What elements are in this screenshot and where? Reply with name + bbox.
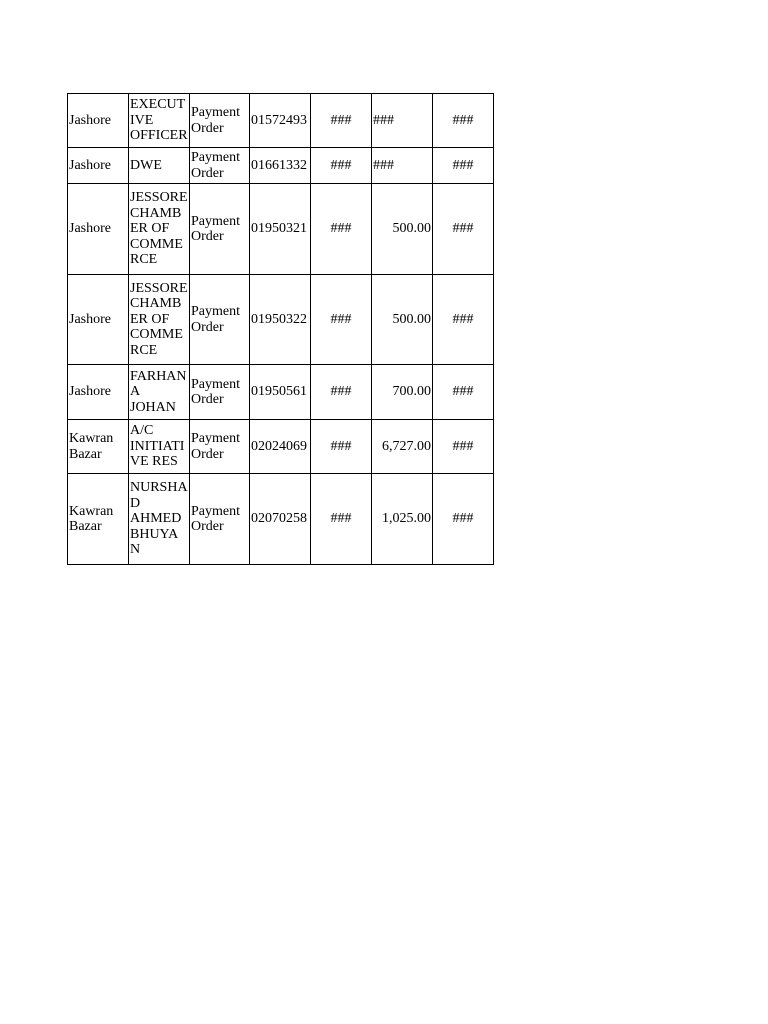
name-cell[interactable]: FARHAN A JOHAN: [129, 365, 190, 420]
name-cell[interactable]: JESSORE CHAMB ER OF COMME RCE: [129, 275, 190, 365]
name-cell[interactable]: EXECUT IVE OFFICER: [129, 94, 190, 148]
number-cell[interactable]: 01572493: [250, 94, 311, 148]
table-row: [68, 474, 494, 565]
amount-cell[interactable]: 1,025.00: [372, 474, 433, 565]
number-cell[interactable]: 01950322: [250, 275, 311, 365]
table-row: [68, 420, 494, 474]
date-cell[interactable]: ###: [311, 94, 372, 148]
number-cell[interactable]: 02070258: [250, 474, 311, 565]
name-cell[interactable]: JESSORE CHAMB ER OF COMME RCE: [129, 184, 190, 275]
table-row: [68, 365, 494, 420]
type-cell[interactable]: Payment Order: [190, 275, 250, 365]
date-cell[interactable]: ###: [311, 275, 372, 365]
type-cell[interactable]: Payment Order: [190, 184, 250, 275]
branch-cell[interactable]: Kawran Bazar: [68, 420, 129, 474]
branch-cell[interactable]: Jashore: [68, 148, 129, 184]
branch-cell[interactable]: Jashore: [68, 94, 129, 148]
date-cell[interactable]: ###: [311, 420, 372, 474]
branch-cell[interactable]: Kawran Bazar: [68, 474, 129, 565]
type-cell[interactable]: Payment Order: [190, 474, 250, 565]
date-cell[interactable]: ###: [311, 148, 372, 184]
overflow-cell[interactable]: ###: [433, 275, 494, 365]
amount-cell[interactable]: ###: [372, 94, 433, 148]
name-cell[interactable]: NURSHA D AHMED BHUYA N: [129, 474, 190, 565]
date-cell[interactable]: ###: [311, 474, 372, 565]
amount-cell[interactable]: 6,727.00: [372, 420, 433, 474]
branch-cell[interactable]: Jashore: [68, 184, 129, 275]
table-row: [68, 94, 494, 148]
date-cell[interactable]: ###: [311, 365, 372, 420]
name-cell[interactable]: DWE: [129, 148, 190, 184]
amount-cell[interactable]: 700.00: [372, 365, 433, 420]
number-cell[interactable]: 01661332: [250, 148, 311, 184]
table-row: [68, 184, 494, 275]
type-cell[interactable]: Payment Order: [190, 148, 250, 184]
amount-cell[interactable]: 500.00: [372, 184, 433, 275]
number-cell[interactable]: 02024069: [250, 420, 311, 474]
amount-cell[interactable]: ###: [372, 148, 433, 184]
table-row: [68, 148, 494, 184]
date-cell[interactable]: ###: [311, 184, 372, 275]
spreadsheet-table: [67, 93, 494, 565]
overflow-cell[interactable]: ###: [433, 474, 494, 565]
branch-cell[interactable]: Jashore: [68, 275, 129, 365]
type-cell[interactable]: Payment Order: [190, 420, 250, 474]
type-cell[interactable]: Payment Order: [190, 365, 250, 420]
type-cell[interactable]: Payment Order: [190, 94, 250, 148]
overflow-cell[interactable]: ###: [433, 94, 494, 148]
branch-cell[interactable]: Jashore: [68, 365, 129, 420]
overflow-cell[interactable]: ###: [433, 365, 494, 420]
number-cell[interactable]: 01950561: [250, 365, 311, 420]
overflow-cell[interactable]: ###: [433, 148, 494, 184]
table-row: [68, 275, 494, 365]
overflow-cell[interactable]: ###: [433, 420, 494, 474]
name-cell[interactable]: A/C INITIATI VE RES: [129, 420, 190, 474]
amount-cell[interactable]: 500.00: [372, 275, 433, 365]
number-cell[interactable]: 01950321: [250, 184, 311, 275]
overflow-cell[interactable]: ###: [433, 184, 494, 275]
